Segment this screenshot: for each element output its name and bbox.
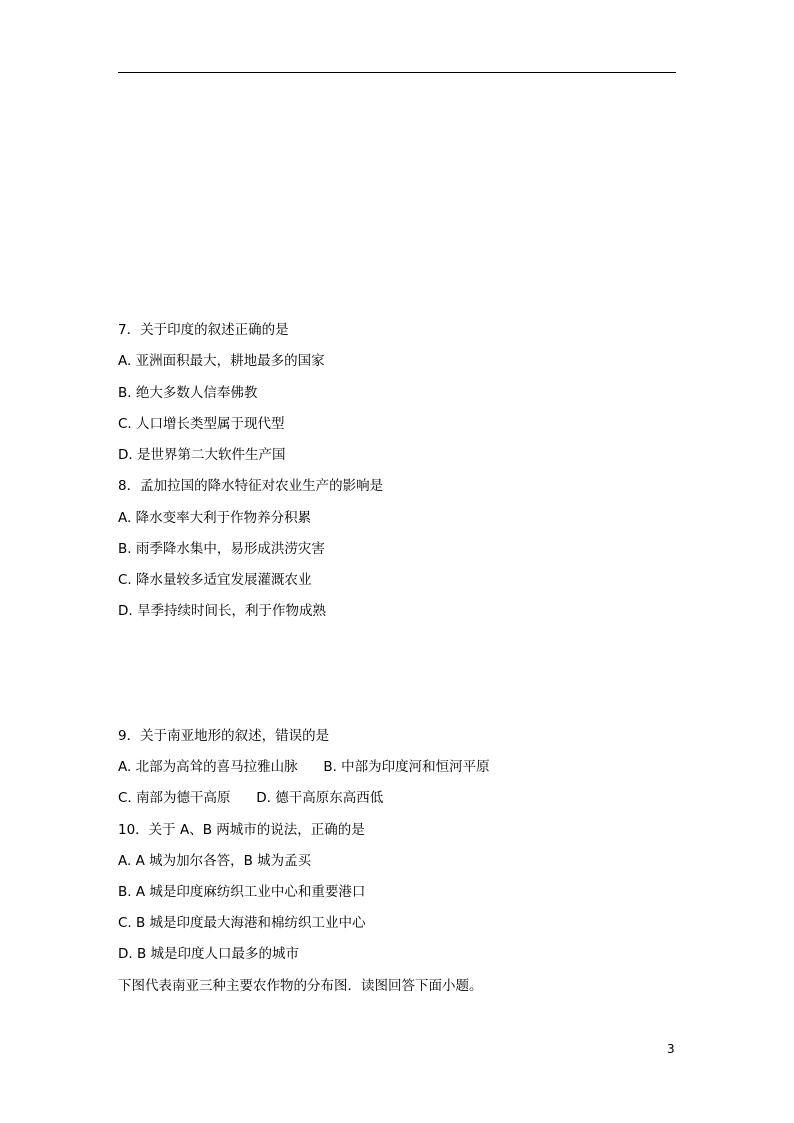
question-7-option-b: B. 绝大多数人信奉佛教 [118, 385, 258, 401]
question-7-stem: 7．关于印度的叙述正确的是 [118, 322, 289, 338]
question-7-option-a: A. 亚洲面积最大，耕地最多的国家 [118, 353, 325, 369]
intro-text: 下图代表南亚三种主要农作物的分布图．读图回答下面小题。 [118, 978, 483, 994]
question-9-options-ab: A. 北部为高耸的喜马拉雅山脉 B. 中部为印度河和恒河平原 [118, 759, 490, 775]
question-9-options-cd: C. 南部为德干高原 D. 德干高原东高西低 [118, 790, 384, 806]
question-9-stem: 9．关于南亚地形的叙述，错误的是 [118, 728, 330, 744]
question-8-stem: 8．孟加拉国的降水特征对农业生产的影响是 [118, 478, 384, 494]
question-10-option-c: C. B 城是印度最大海港和棉纺织工业中心 [118, 915, 366, 931]
question-10-option-d: D. B 城是印度人口最多的城市 [118, 946, 300, 962]
page-number: 3 [667, 1042, 675, 1056]
question-8-option-d: D. 旱季持续时间长，利于作物成熟 [118, 603, 326, 619]
question-10-stem: 10．关于 A、B 两城市的说法，正确的是 [118, 822, 365, 838]
question-10-option-b: B. A 城是印度麻纺织工业中心和重要港口 [118, 884, 366, 900]
header-rule [118, 72, 676, 73]
question-7-option-d: D. 是世界第二大软件生产国 [118, 447, 286, 463]
question-8-option-b: B. 雨季降水集中，易形成洪涝灾害 [118, 541, 325, 557]
question-8-option-c: C. 降水量较多适宜发展灌溉农业 [118, 572, 312, 588]
question-8-option-a: A. 降水变率大利于作物养分积累 [118, 510, 312, 526]
question-10-option-a: A. A 城为加尔各答，B 城为孟买 [118, 853, 312, 869]
question-7-option-c: C. 人口增长类型属于现代型 [118, 416, 285, 432]
